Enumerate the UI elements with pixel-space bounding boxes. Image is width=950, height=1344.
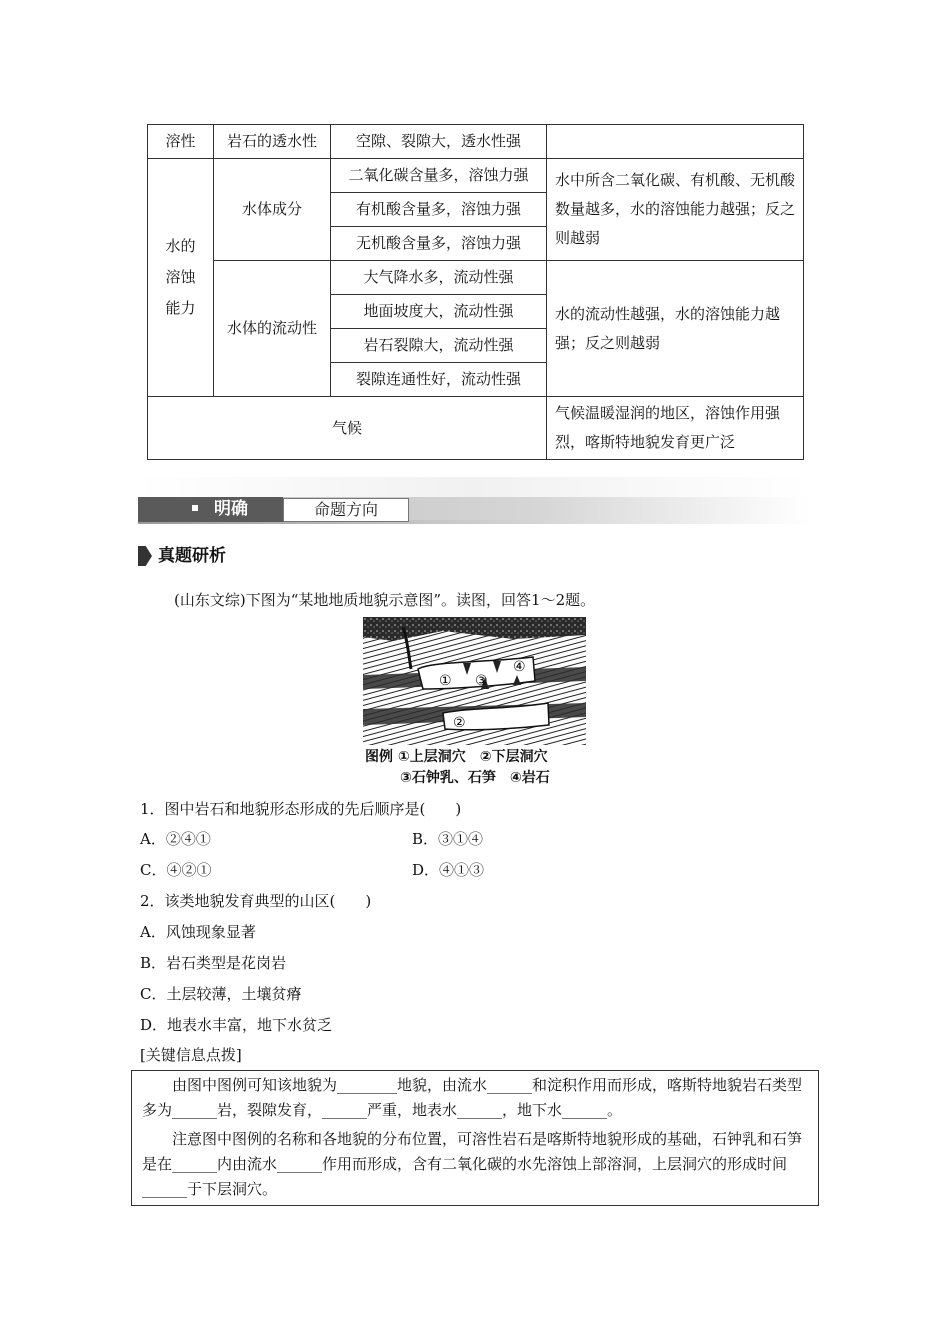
label-1: ① [439,673,452,689]
table-row [148,125,804,159]
table-cell: 空隙、裂隙大，透水性强 [331,125,547,159]
key-info-paragraph-2: 注意图中图例的名称和各地貌的分布位置，可溶性岩石是喀斯特地貌形成的基础，石钟乳和石笋是在______内由流水______作用而形成，含有二氧化碳的水先溶蚀上部溶洞，上层洞穴的形成时间______于下层洞穴。 [142,1130,803,1198]
label-line: 水的 [165,237,196,255]
banner-shade [138,477,810,497]
table-cell: 无机酸含量多，溶蚀力强 [331,227,547,261]
table-row [148,397,804,460]
question-1-option-a: A．②④① [140,830,211,848]
question-1-option-d: D．④①③ [412,861,485,879]
section-title: 真题研析 [158,546,226,566]
flow-note: 水的流动性越强，水的溶蚀能力越强；反之则越弱 [547,261,804,397]
arrow-marker-icon [138,546,152,566]
question-2-option-c: C．土层较薄，土壤贫瘠 [140,985,302,1003]
legend-line-2: ③石钟乳、石笋 ④岩石 [400,770,550,786]
square-bullet-icon [192,505,198,511]
question-2-stem: 2．该类地貌发育典型的山区( ) [140,892,372,910]
table-cell: 二氧化碳含量多，溶蚀力强 [331,159,547,193]
question-1-stem: 1．图中岩石和地貌形态形成的先后顺序是( ) [140,800,462,818]
climate-label: 气候 [148,397,547,460]
composition-note: 水中所含二氧化碳、有机酸、无机酸数量越多，水的溶蚀能力越强；反之则越弱 [547,159,804,261]
table-row [148,159,804,193]
banner-dark-text: 明确 [214,499,248,519]
key-info-title: [关键信息点拨] [140,1046,242,1064]
karst-diagram [363,617,586,745]
table-cell: 地面坡度大，流动性强 [331,295,547,329]
key-info-box [131,1070,819,1206]
section-heading [138,545,226,567]
table-cell: 裂隙连通性好，流动性强 [331,363,547,397]
label-2: ② [453,715,466,731]
question-2-option-d: D．地表水丰富，地下水贫乏 [140,1016,333,1034]
legend-line-1: 图例 ①上层洞穴 ②下层洞穴 [365,749,548,765]
factor-table [147,124,804,460]
table-cell: 有机酸含量多，溶蚀力强 [331,193,547,227]
key-info-paragraph-1: 由图中图例可知该地貌为________地貌，由流水______和淀积作用而形成，喀斯特地貌岩石类型多为______岩，裂隙发育，______严重，地表水______，地下水______。 [142,1076,803,1119]
climate-note: 气候温暖湿润的地区，溶蚀作用强烈，喀斯特地貌发育更广泛 [547,397,804,460]
table-cell [547,125,804,159]
table-cell: 岩石裂隙大，流动性强 [331,329,547,363]
banner-dark-tab [138,497,283,522]
label-line: 溶蚀 [165,268,196,286]
table-cell: 大气降水多，流动性强 [331,261,547,295]
question-1-option-b: B．③①④ [412,830,484,848]
water-composition-label: 水体成分 [214,159,331,261]
banner-light-tab: 命题方向 [283,498,409,522]
intro-text: (山东文综)下图为“某地地质地貌示意图”。读图，回答1～2题。 [174,591,596,609]
label-4: ④ [513,659,526,675]
question-1-option-c: C．④②① [140,861,212,879]
label-3: ③ [475,673,488,689]
question-2-option-b: B．岩石类型是花岗岩 [140,954,287,972]
table-cell: 岩石的透水性 [214,125,331,159]
label-line: 能力 [165,299,196,317]
water-flow-label: 水体的流动性 [214,261,331,397]
water-erosion-label [148,159,214,397]
question-2-option-a: A．风蚀现象显著 [140,923,256,941]
table-cell: 溶性 [148,125,214,159]
table-row [148,261,804,295]
